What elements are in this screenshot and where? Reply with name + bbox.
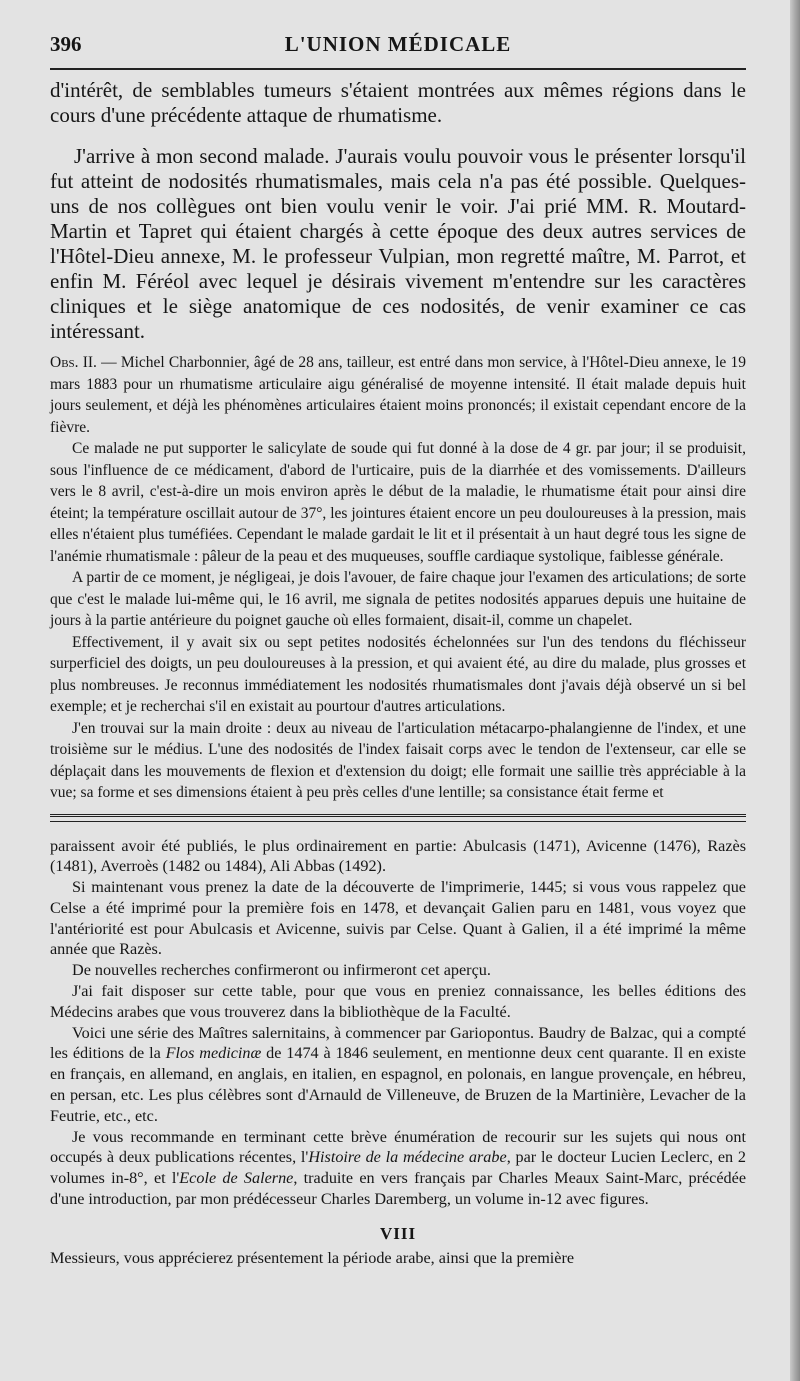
observation-paragraph: J'en trouvai sur la main droite : deux au niveau de l'articulation métacarpo-phalangienne de l'index, et une troisième sur le médius. L'une des nodosités de l'index faisait corps avec le tendon de l'extenseur, car elle se déplaçait dans les mouvements de flexion et d'extension du doigt; elle formait une saillie très appréciable à la vue; sa forme et ses dimensions étaient à peu près celles d'une lentille; sa consistance était ferme et [50, 719, 746, 801]
lecture-paragraph: d'intérêt, de semblables tumeurs s'étaient montrées aux mêmes régions dans le cours d'une précédente attaque de rhumatisme. [50, 78, 746, 127]
observation-text: — Michel Charbonnier, âgé de 28 ans, tailleur, est entré dans mon service, à l'Hôtel-Dieu annexe, le 19 mars 1883 pour un rhumatisme articulaire aigu généralisé de moyenne intensité. Il était malade depuis huit jours seulement, et déjà les phénomènes articulaires étaient moins prononcés; il existait cependant encore de la fièvre. [50, 354, 746, 436]
history-text-run: Je vous recommande en terminant cette brève énumération de recourir sur les sujets qui nous ont occupés à deux publications récentes, l' [50, 1127, 746, 1167]
journal-title: L'UNION MÉDICALE [284, 32, 512, 56]
observation-paragraph [50, 352, 746, 438]
history-text-run: de 1474 à 1846 seulement, en mentionne deux cent quarante. Il en existe en français, en allemand, en anglais, en italien, en espagnol, en polonais, en langue provençale, en hébreu, en persan, etc. Les plus célèbres sont d'Arnauld de Villeneuve, de Bruzen de la Martinière, Levacher de la Feutrie, etc., etc. [50, 1044, 746, 1125]
book-spine-edge [790, 0, 800, 1381]
book-title: Flos medicinæ [165, 1044, 262, 1063]
observation-paragraph: Effectivement, il y avait six ou sept petites nodosités échelonnées sur l'un des tendons du fléchisseur surperficiel des doigts, un peu douloureuses à la pression, et qui avaient été, au dire du malade, plus grosses et plus nombreuses. Je reconnus immédiatement les nodosités rhumatismales dont j'avais déjà observé un si bel exemple; et je recherchai s'il en existait au pourtour d'autres articulations. [50, 633, 746, 715]
observation-block [50, 352, 746, 804]
observation-label: Obs. II. [50, 354, 97, 371]
history-paragraph [50, 1023, 746, 1127]
lecture-text [50, 78, 746, 344]
lecture-paragraph: J'arrive à mon second malade. J'aurais voulu pouvoir vous le présenter lorsqu'il fut atteint de nodosités rhumatismales, mais cela n'a pas été possible. Quelques-uns de nos collègues ont bien voulu venir le voir. J'ai prié MM. R. Moutard-Martin et Tapret qui étaient chargés à cette époque des deux autres services de l'Hôtel-Dieu annexe, M. le professeur Vulpian, mon regretté maître, M. Parrot, et enfin M. Féréol avec lequel je désirais vivement m'entendre sur les caractères cliniques et le siège anatomique de ces nodosités, de venir examiner ce cas intéressant. [50, 144, 746, 343]
observation-paragraph: Ce malade ne put supporter le salicylate de soude qui fut donné à la dose de 4 gr. par jour; il se produisit, sous l'influence de ce médicament, d'abord de l'urticaire, puis de la diarrhée et des vomissements. D'ailleurs vers le 8 avril, c'est-à-dire un mois environ après le début de la maladie, le rhumatisme était pour ainsi dire éteint; la température oscillait autour de 37°, les jointures étaient encore un peu douloureuses à la pression, mais elles n'étaient plus tuméfiées. Cependant le malade gardait le lit et il présentait à un haut degré tous les signe de l'anémie rhumatismale : pâleur de la peau et des muqueuses, souffle cardiaque systolique, faiblesse générale. [50, 440, 746, 565]
history-text-run: , par le docteur Lucien Leclerc, en 2 volumes in-8°, et l' [50, 1148, 746, 1188]
history-paragraph: Si maintenant vous prenez la date de la découverte de l'imprimerie, 1445; si vous vous rappelez que Celse a été imprimé pour la première fois en 1478, et devançait Galien paru en 1481, vous voyez que l'antériorité est pour Abulcasis et Avicenne, suivis par Celse. Quant à Galien, il a été imprimé la même année que Razès. [50, 878, 746, 959]
section-number: VIII [379, 1223, 417, 1243]
history-paragraph [50, 1127, 746, 1210]
observation-paragraph: A partir de ce moment, je négligeai, je dois l'avouer, de faire chaque jour l'examen des articulations; de sorte que c'est le malade lui-même qui, le 16 avril, me signala de petites nodosités apparues depuis une huitaine de jours à la partie antérieure du poignet gauche où elles formaient, disait-il, comme un chapelet. [50, 569, 746, 629]
book-title: Ecole de Salerne [179, 1169, 294, 1188]
history-paragraph: De nouvelles recherches confirmeront ou infirmeront cet aperçu. [72, 961, 491, 980]
history-paragraph: paraissent avoir été publiés, le plus ordinairement en partie: Abulcasis (1471), Avicenne (1476), Razès (1481), Averroès (1482 ou 1484), Ali Abbas (1492). [50, 836, 746, 876]
header-rule [50, 68, 746, 70]
book-title: Histoire de la médecine arabe [308, 1148, 507, 1167]
history-text-run: , traduite en vers français par Charles Meaux Saint-Marc, précédée d'une introduction, par mon prédécesseur Charles Daremberg, un volume in-12 avec figures. [50, 1169, 747, 1209]
page-number: 396 [50, 32, 82, 56]
section-divider [50, 814, 746, 822]
history-text [50, 836, 746, 1269]
history-paragraph: J'ai fait disposer sur cette table, pour que vous en preniez connaissance, les belles éditions des Médecins arabes que vous trouverez dans la bibliothèque de la Faculté. [50, 982, 746, 1021]
closing-line: Messieurs, vous apprécierez présentement la période arabe, ainsi que la première [50, 1248, 575, 1267]
history-text-run: Voici une série des Maîtres salernitains, à commencer par Gariopontus. Baudry de Balzac, qui a compté les éditions de la [50, 1023, 746, 1063]
running-head [50, 0, 746, 56]
